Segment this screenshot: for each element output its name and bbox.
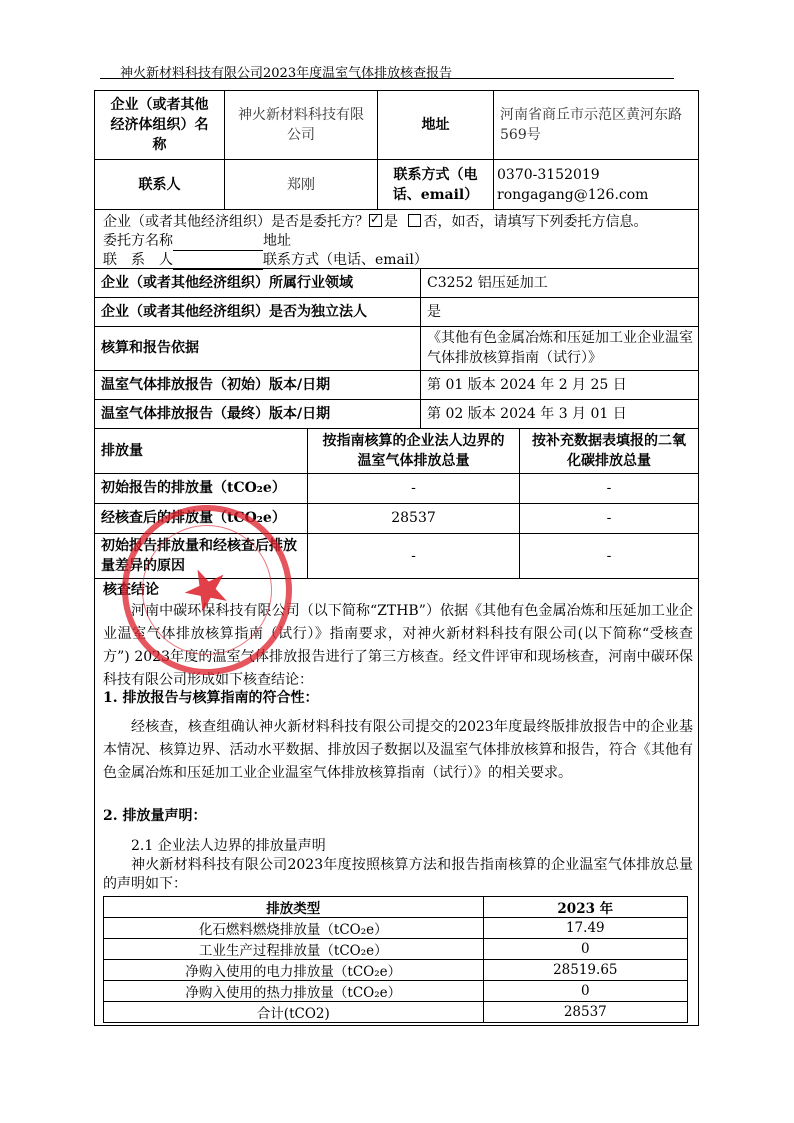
- emission-header-supplement-total: 按补充数据表填报的二氧化碳排放总量: [532, 432, 686, 469]
- initial-emission-v1: -: [411, 480, 416, 496]
- difference-reason-label: 初始报告排放量和经核查后排放量差异的原因: [101, 537, 297, 574]
- industry-label: 企业（或者其他经济组织）所属行业领域: [101, 274, 353, 291]
- document-header: 神火新材料科技有限公司2023年度温室气体排放核查报告: [120, 66, 453, 81]
- delegate-contact-method-label: 联系方式（电话、email）: [263, 252, 428, 268]
- table-cell-type: 工业生产过程排放量（tCO₂e）: [104, 939, 484, 960]
- final-version-value: 第 02 版本 2024 年 3 月 01 日: [427, 405, 627, 422]
- delegate-no-label: 否，如否，请填写下列委托方信息。: [423, 214, 648, 230]
- delegate-question: 企业（或者其他经济组织）是否是委托方？: [103, 214, 369, 230]
- table-row: [104, 981, 688, 1002]
- table-row: [104, 960, 688, 981]
- initial-emission-label: 初始报告的排放量（tCO₂e）: [101, 480, 286, 496]
- company-label: 企业（或者其他经济体组织）名称: [110, 97, 209, 153]
- legal-person-value: 是: [427, 303, 441, 320]
- section-2-1-text: 神火新材料科技有限公司2023年度按照核算方法和报告指南核算的企业温室气体排放总量的声明如下：: [103, 857, 693, 892]
- section-2-title: 2. 排放量声明：: [103, 808, 207, 824]
- delegate-block: [103, 213, 647, 270]
- table-cell-type: 合计(tCO2): [104, 1002, 484, 1023]
- table-cell-type: 净购入使用的热力排放量（tCO₂e）: [104, 981, 484, 1002]
- table-cell-value: 0: [483, 939, 687, 960]
- checkbox-no[interactable]: [408, 214, 421, 227]
- table-cell-value: 28519.65: [483, 960, 687, 981]
- table-header-year: 2023 年: [483, 897, 687, 918]
- verified-emission-v1: 28537: [391, 510, 436, 526]
- basis-label: 核算和报告依据: [101, 340, 199, 356]
- table-row: [104, 918, 688, 939]
- address-label: 地址: [421, 117, 450, 133]
- initial-emission-v2: -: [606, 480, 612, 496]
- delegate-yes-label: 是: [384, 214, 398, 230]
- final-version-label: 温室气体排放报告（最终）版本/日期: [101, 405, 331, 422]
- initial-version-value: 第 01 版本 2024 年 2 月 25 日: [427, 376, 627, 393]
- verified-emission-v2: -: [606, 510, 612, 526]
- delegate-name-label: 委托方名称: [103, 233, 173, 249]
- industry-value: C3252 铝压延加工: [427, 274, 548, 291]
- difference-reason-v1: -: [411, 547, 416, 564]
- table-header-row: [104, 897, 688, 918]
- section-1-text: 经核查，核查组确认神火新材料科技有限公司提交的2023年度最终版排放报告中的企业基本情况、核算边界、活动水平数据、排放因子数据以及温室气体排放核算和报告，符合《其他有色金属冶炼和压延加工业企业温室气体排放核算指南（试行）》的相关要求。: [103, 719, 693, 781]
- checkbox-yes[interactable]: [369, 214, 382, 227]
- table-cell-type: 化石燃料燃烧排放量（tCO₂e）: [104, 918, 484, 939]
- contact-method-label: 联系方式（电话、email）: [392, 166, 479, 203]
- table-row: [104, 1002, 688, 1023]
- email-value: rongagang@126.com: [497, 186, 649, 203]
- table-row: [104, 939, 688, 960]
- basis-value: 《其他有色金属冶炼和压延加工业企业温室气体排放核算指南（试行）》: [427, 330, 693, 366]
- initial-version-label: 温室气体排放报告（初始）版本/日期: [101, 376, 331, 393]
- seal-star-icon: ★: [170, 549, 244, 630]
- table-cell-value: 28537: [483, 1002, 687, 1023]
- delegate-contact-label: 联 系 人: [103, 252, 173, 268]
- legal-person-label: 企业（或者其他经济组织）是否为独立法人: [101, 303, 367, 320]
- contact-label: 联系人: [138, 176, 181, 193]
- header-divider: [100, 78, 674, 79]
- address-value: 河南省商丘市示范区黄河东路569号: [500, 107, 682, 143]
- table-header-type: 排放类型: [104, 897, 484, 918]
- conclusion-title: 核查结论: [103, 582, 159, 598]
- table-cell-value: 0: [483, 981, 687, 1002]
- delegate-name-blank[interactable]: [173, 236, 263, 251]
- delegate-address-label: 地址: [263, 233, 291, 249]
- company-value: 神火新材料科技有限公司: [238, 107, 364, 143]
- emission-header-label: 排放量: [101, 442, 143, 459]
- phone-value: 0370-3152019: [497, 166, 600, 183]
- verified-emission-label: 经核查后的排放量（tCO₂e）: [101, 510, 286, 526]
- emission-breakdown-table: [103, 896, 688, 1023]
- table-cell-value: 17.49: [483, 918, 687, 939]
- section-1-title: 1. 排放报告与核算指南的符合性：: [103, 690, 319, 706]
- emission-header-guide-total: 按指南核算的企业法人边界的温室气体排放总量: [322, 432, 505, 469]
- difference-reason-v2: -: [606, 547, 612, 564]
- conclusion-intro: 河南中碳环保科技有限公司（以下简称“ZTHB”）依据《其他有色金属冶炼和压延加工业企业温室气体排放核算指南（试行）》指南要求，对神火新材料科技有限公司(以下简称“受核查方”) 2023年度的温室气体排放报告进行了第三方核查。经文件评审和现场核查，河南中碳环保科技有限公司形成如下核查结论：: [103, 603, 693, 688]
- table-cell-type: 净购入使用的电力排放量（tCO₂e）: [104, 960, 484, 981]
- section-2-1-title: 2.1 企业法人边界的排放量声明: [131, 838, 326, 854]
- contact-value: 郑刚: [287, 176, 315, 193]
